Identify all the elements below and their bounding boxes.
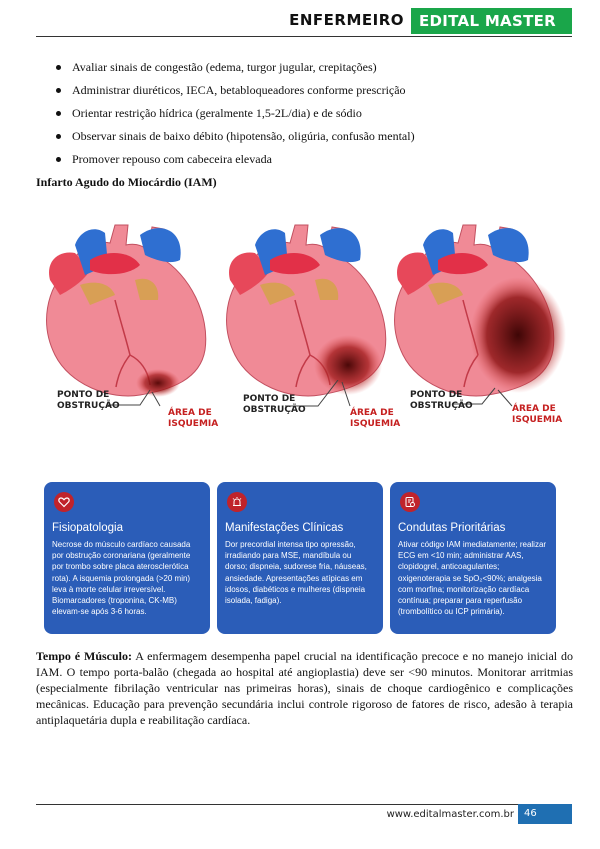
header-title: ENFERMEIRO [289, 11, 404, 29]
card-text: Dor precordial intensa tipo opressão, irradiando para MSE, mandíbula ou dorso; dispneia, sudorese fria, náuseas, ansiedade. Apresentações atípicas em idosos, diabéticos e mulheres (dispneia isolada, fadiga). [225, 540, 367, 606]
label-ischemia: ÁREA DE ISQUEMIA [512, 404, 563, 425]
label-obstruction: PONTO DE OBSTRUÇÃO [243, 394, 306, 415]
card-title: Condutas Prioritárias [398, 522, 506, 534]
page-header [0, 8, 600, 36]
list-item: Administrar diuréticos, IECA, betabloqueadores conforme prescrição [36, 79, 576, 102]
list-item: Promover repouso com cabeceira elevada [36, 148, 576, 171]
paragraph-body: A enfermagem desempenha papel crucial na identificação precoce e no manejo inicial do IAM. O tempo porta-balão (chegada ao hospital até angioplastia) deve ser <90 minutos. Monitorar arritmias (especialmente fibrilação ventricular nas primeiras horas), sinais de choque cardiogênico e complicações mecânicas. Educação para prevenção secundária inclui controle rigoroso de fatores de risco, adesão à terapia antiplaquetária dupla e reabilitação cardíaca. [36, 649, 573, 727]
time-is-muscle-paragraph [36, 648, 573, 728]
list-item: Observar sinais de baixo débito (hipotensão, oligúria, confusão mental) [36, 125, 576, 148]
header-badge: EDITAL MASTER [411, 8, 572, 34]
card-text: Necrose do músculo cardíaco causada por obstrução coronariana (geralmente por trombo sobre placa aterosclerótica rota). A isquemia prolongada (>20 min) leva à morte celular irreversível. Biomarcadores (troponina, CK-MB) elevam-se após 3-6 horas. [52, 540, 191, 617]
label-obstruction: PONTO DE OBSTRUÇÃO [410, 390, 473, 411]
list-item: Orientar restrição hídrica (geralmente 1,5-2L/dia) e de sódio [36, 102, 576, 125]
care-bullet-list [36, 56, 576, 171]
card-title: Manifestações Clínicas [225, 522, 344, 534]
alert-icon [227, 492, 247, 512]
info-cards [44, 482, 556, 634]
card-condutas [390, 482, 556, 634]
section-title: Infarto Agudo do Miocárdio (IAM) [36, 175, 217, 189]
heart-icon [54, 492, 74, 512]
label-ischemia: ÁREA DE ISQUEMIA [350, 408, 401, 429]
header-divider [36, 36, 572, 37]
footer-url: www.editalmaster.com.br [386, 809, 514, 820]
list-item: Avaliar sinais de congestão (edema, turgor jugular, crepitações) [36, 56, 576, 79]
label-obstruction: PONTO DE OBSTRUÇÃO [57, 390, 120, 411]
prescription-icon [400, 492, 420, 512]
card-manifestacoes [217, 482, 383, 634]
footer-divider [36, 804, 572, 805]
card-text: Ativar código IAM imediatamente; realizar ECG em <10 min; administrar AAS, clopidogrel, anticoagulantes; oxigenoterapia se SpO₂<90%; analgesia com morfina; monitorização cardíaca contínua; preparar para reperfusão (trombolítico ou ICP primária). [398, 540, 547, 617]
card-title: Fisiopatologia [52, 522, 123, 534]
page-number: 46 [518, 804, 572, 824]
label-ischemia: ÁREA DE ISQUEMIA [168, 408, 219, 429]
card-fisiopatologia [44, 482, 210, 634]
paragraph-lead: Tempo é Músculo: [36, 649, 132, 663]
